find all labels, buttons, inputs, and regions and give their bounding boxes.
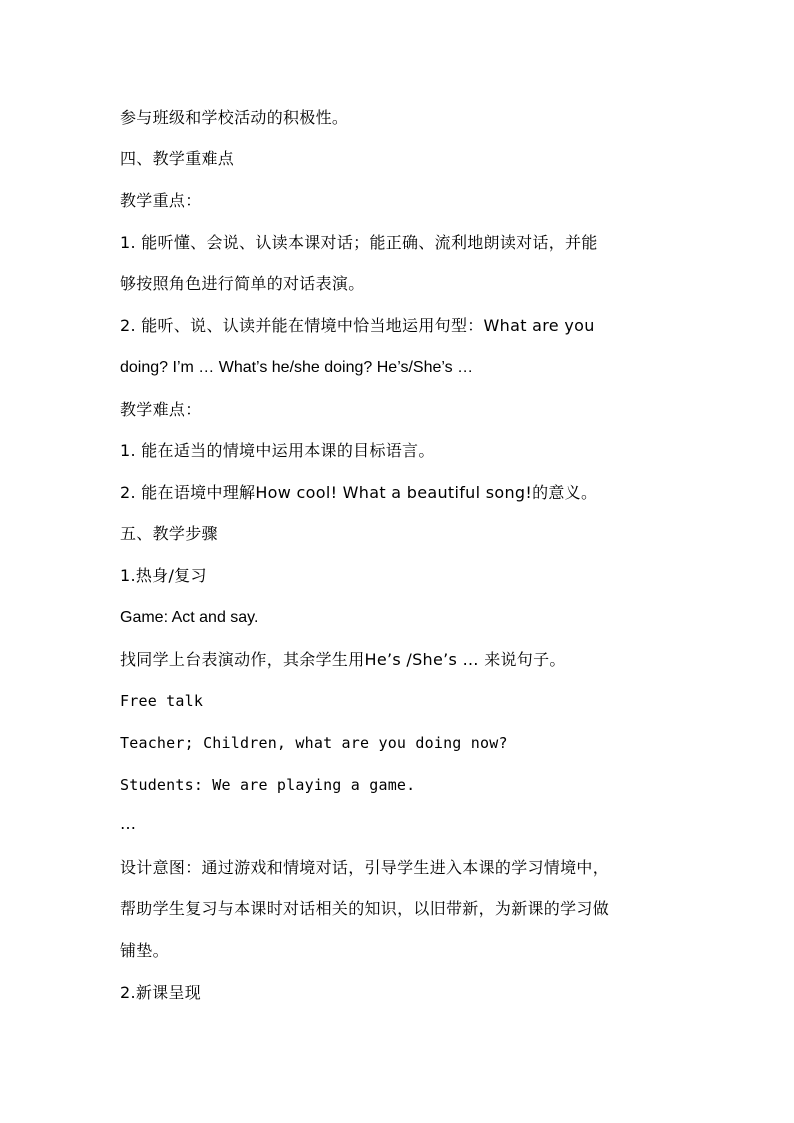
dialogue-teacher: Teacher; Children, what are you doing now? [120, 734, 508, 752]
key-point-2-line-1: 2. 能听、说、认读并能在情境中恰当地运用句型：What are you [120, 316, 595, 335]
step-2-heading: 2.新课呈现 [120, 983, 202, 1002]
design-intent-line-1: 设计意图：通过游戏和情境对话，引导学生进入本课的学习情境中， [120, 858, 610, 877]
design-intent-line-3: 铺垫。 [120, 941, 169, 960]
difficult-point-1: 1. 能在适当的情境中运用本课的目标语言。 [120, 441, 435, 460]
subheading-difficult-points: 教学难点： [120, 400, 202, 419]
free-talk-label: Free talk [120, 692, 204, 710]
subheading-key-points: 教学重点： [120, 191, 202, 210]
design-intent-line-2: 帮助学生复习与本课时对话相关的知识，以旧带新，为新课的学习做 [120, 899, 610, 918]
key-point-1-line-2: 够按照角色进行简单的对话表演。 [120, 274, 365, 293]
section-heading-teaching-steps: 五、教学步骤 [120, 524, 218, 543]
game-title: Game: Act and say. [120, 609, 259, 626]
step-1-heading: 1.热身/复习 [120, 566, 207, 585]
game-instruction: 找同学上台表演动作，其余学生用He’s /She’s … 来说句子。 [120, 650, 566, 669]
ellipsis: … [120, 814, 137, 833]
key-point-2-line-2: doing? I’m … What’s he/she doing? He’s/She’s … [120, 359, 474, 376]
difficult-point-2: 2. 能在语境中理解How cool! What a beautiful song!的意义。 [120, 483, 598, 502]
section-heading-teaching-focus: 四、教学重难点 [120, 149, 235, 168]
text-line-continuation: 参与班级和学校活动的积极性。 [120, 108, 349, 127]
dialogue-students: Students: We are playing a game. [120, 776, 416, 794]
key-point-1-line-1: 1. 能听懂、会说、认读本课对话；能正确、流利地朗读对话，并能 [120, 233, 598, 252]
